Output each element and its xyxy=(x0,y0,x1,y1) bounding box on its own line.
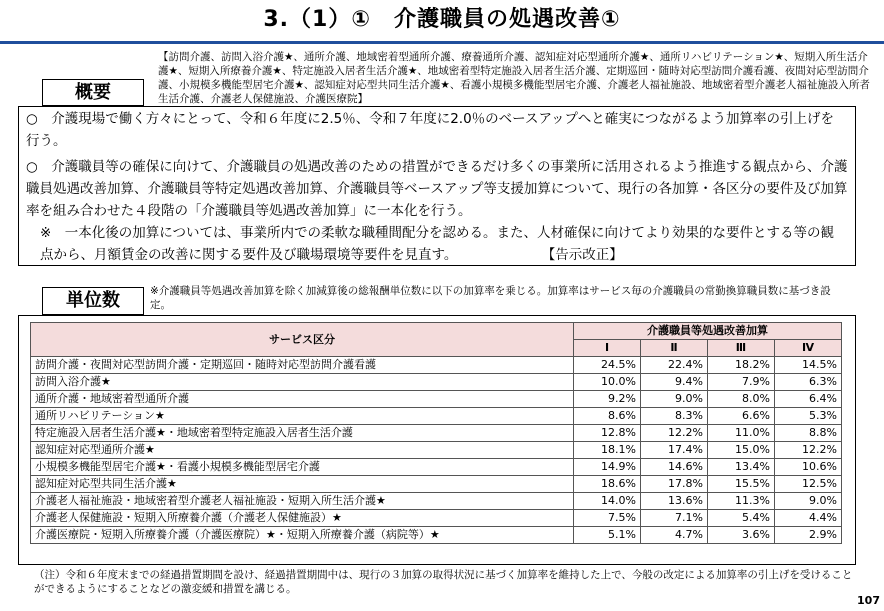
footnote: （注）令和６年度末までの経過措置期間を設け、経過措置期間中は、現行の３加算の取得状況に基づく加算率を維持した上で、今般の改定による加算率の引上げを受けることができるようにすることなどの激変緩和措置を講じる。 xyxy=(34,569,853,595)
rate-cell: 8.3% xyxy=(641,408,708,425)
rate-cell: 9.2% xyxy=(574,391,641,408)
rate-cell: 13.4% xyxy=(708,459,775,476)
rate-cell: 6.3% xyxy=(775,374,842,391)
rate-cell: 10.6% xyxy=(775,459,842,476)
page-title: 3.（1）① 介護職員の処遇改善① xyxy=(263,7,621,32)
rate-cell: 5.3% xyxy=(775,408,842,425)
table-row xyxy=(31,476,842,493)
rate-cell: 12.2% xyxy=(641,425,708,442)
rate-cell: 4.4% xyxy=(775,510,842,527)
rate-cell: 12.2% xyxy=(775,442,842,459)
notice-revision-tag: 【告示改正】 xyxy=(541,247,623,263)
rates-table xyxy=(30,322,842,544)
rate-cell: 15.0% xyxy=(708,442,775,459)
service-name-cell: 通所リハビリテーション★ xyxy=(31,408,574,425)
rate-cell: 14.9% xyxy=(574,459,641,476)
rate-cell: 17.4% xyxy=(641,442,708,459)
service-column-header: サービス区分 xyxy=(31,323,574,357)
service-name-cell: 訪問介護・夜間対応型訪問介護・定期巡回・随時対応型訪問介護看護 xyxy=(31,357,574,374)
rate-cell: 14.5% xyxy=(775,357,842,374)
addition-group-header: 介護職員等処遇改善加算 xyxy=(574,323,842,340)
rate-cell: 3.6% xyxy=(708,527,775,544)
service-name-cell: 介護医療院・短期入所療養介護（介護医療院）★・短期入所療養介護（病院等）★ xyxy=(31,527,574,544)
rate-cell: 2.9% xyxy=(775,527,842,544)
units-note: ※介護職員等処遇改善加算を除く加減算後の総報酬単位数に以下の加算率を乗じる。加算率はサービス毎の介護職員の常勤換算職員数に基づき設定。 xyxy=(150,285,831,311)
rate-cell: 8.8% xyxy=(775,425,842,442)
rate-cell: 5.4% xyxy=(708,510,775,527)
rate-cell: 14.6% xyxy=(641,459,708,476)
rate-cell: 17.8% xyxy=(641,476,708,493)
table-row xyxy=(31,408,842,425)
table-row xyxy=(31,391,842,408)
rate-cell: 14.0% xyxy=(574,493,641,510)
rate-cell: 9.0% xyxy=(641,391,708,408)
service-name-cell: 小規模多機能型居宅介護★・看護小規模多機能型居宅介護 xyxy=(31,459,574,476)
table-row xyxy=(31,510,842,527)
rate-cell: 15.5% xyxy=(708,476,775,493)
table-row xyxy=(31,357,842,374)
overview-para-3 xyxy=(40,222,846,266)
level-4-header: Ⅳ xyxy=(775,340,842,357)
service-name-cell: 介護老人保健施設・短期入所療養介護（介護老人保健施設）★ xyxy=(31,510,574,527)
title-divider xyxy=(0,41,884,44)
overview-note-text: ※ 一本化後の加算については、事業所内での柔軟な職種間配分を認める。また、人材確保に向けてより効果的な要件とする等の観点から、月額賃金の改善に関する要件及び職場環境等要件を見直す。 xyxy=(40,225,835,263)
service-name-cell: 介護老人福祉施設・地域密着型介護老人福祉施設・短期入所生活介護★ xyxy=(31,493,574,510)
rate-cell: 7.5% xyxy=(574,510,641,527)
table-row xyxy=(31,459,842,476)
target-services-list: 【訪問介護、訪問入浴介護★、通所介護、地域密着型通所介護、療養通所介護、認知症対応型通所介護★、通所リハビリテーション★、短期入所生活介護★、短期入所療養介護★、特定施設入居者生活介護★、地域密着型特定施設入居者生活介護、定期巡回・随時対応型訪問介護看護、夜間対応型訪問介護、小規模多機能型居宅介護★、認知症対応型共同生活介護★、看護小規模多機能型居宅介護、介護老人福祉施設、地域密着型介護老人福祉施設入所者生活介護、介護老人保健施設、介護医療院】 xyxy=(158,51,870,105)
rate-cell: 7.9% xyxy=(708,374,775,391)
rate-cell: 11.3% xyxy=(708,493,775,510)
service-name-cell: 認知症対応型通所介護★ xyxy=(31,442,574,459)
level-3-header: Ⅲ xyxy=(708,340,775,357)
rate-cell: 9.0% xyxy=(775,493,842,510)
table-row xyxy=(31,493,842,510)
rate-cell: 6.6% xyxy=(708,408,775,425)
service-name-cell: 通所介護・地域密着型通所介護 xyxy=(31,391,574,408)
service-name-cell: 特定施設入居者生活介護★・地域密着型特定施設入居者生活介護 xyxy=(31,425,574,442)
overview-heading: 概要 xyxy=(42,79,144,106)
rate-cell: 8.6% xyxy=(574,408,641,425)
table-row xyxy=(31,527,842,544)
service-name-cell: 認知症対応型共同生活介護★ xyxy=(31,476,574,493)
rate-cell: 4.7% xyxy=(641,527,708,544)
page-number: 107 xyxy=(857,594,880,607)
rate-cell: 8.0% xyxy=(708,391,775,408)
overview-para-1: ○ 介護現場で働く方々にとって、令和６年度に2.5％、令和７年度に2.0％のベースアップへと確実につながるよう加算率の引上げを行う。 xyxy=(26,111,835,149)
table-row xyxy=(31,442,842,459)
rate-cell: 10.0% xyxy=(574,374,641,391)
rate-cell: 11.0% xyxy=(708,425,775,442)
level-2-header: Ⅱ xyxy=(641,340,708,357)
rate-cell: 6.4% xyxy=(775,391,842,408)
units-heading: 単位数 xyxy=(42,287,144,315)
rate-cell: 9.4% xyxy=(641,374,708,391)
service-name-cell: 訪問入浴介護★ xyxy=(31,374,574,391)
rate-cell: 18.6% xyxy=(574,476,641,493)
rate-cell: 12.8% xyxy=(574,425,641,442)
rate-cell: 18.2% xyxy=(708,357,775,374)
rate-cell: 7.1% xyxy=(641,510,708,527)
rate-cell: 12.5% xyxy=(775,476,842,493)
rate-cell: 5.1% xyxy=(574,527,641,544)
level-1-header: Ⅰ xyxy=(574,340,641,357)
rate-cell: 18.1% xyxy=(574,442,641,459)
overview-para-2: ○ 介護職員等の確保に向けて、介護職員の処遇改善のための措置ができるだけ多くの事業所に活用されるよう推進する観点から、介護職員処遇改善加算、介護職員等特定処遇改善加算、介護職員等ベースアップ等支援加算について、現行の各加算・各区分の要件及び加算率を組み合わせた４段階の「介護職員等処遇改善加算」に一本化を行う。 xyxy=(26,159,848,219)
rate-cell: 22.4% xyxy=(641,357,708,374)
table-row xyxy=(31,374,842,391)
rate-cell: 24.5% xyxy=(574,357,641,374)
rate-cell: 13.6% xyxy=(641,493,708,510)
table-row xyxy=(31,425,842,442)
